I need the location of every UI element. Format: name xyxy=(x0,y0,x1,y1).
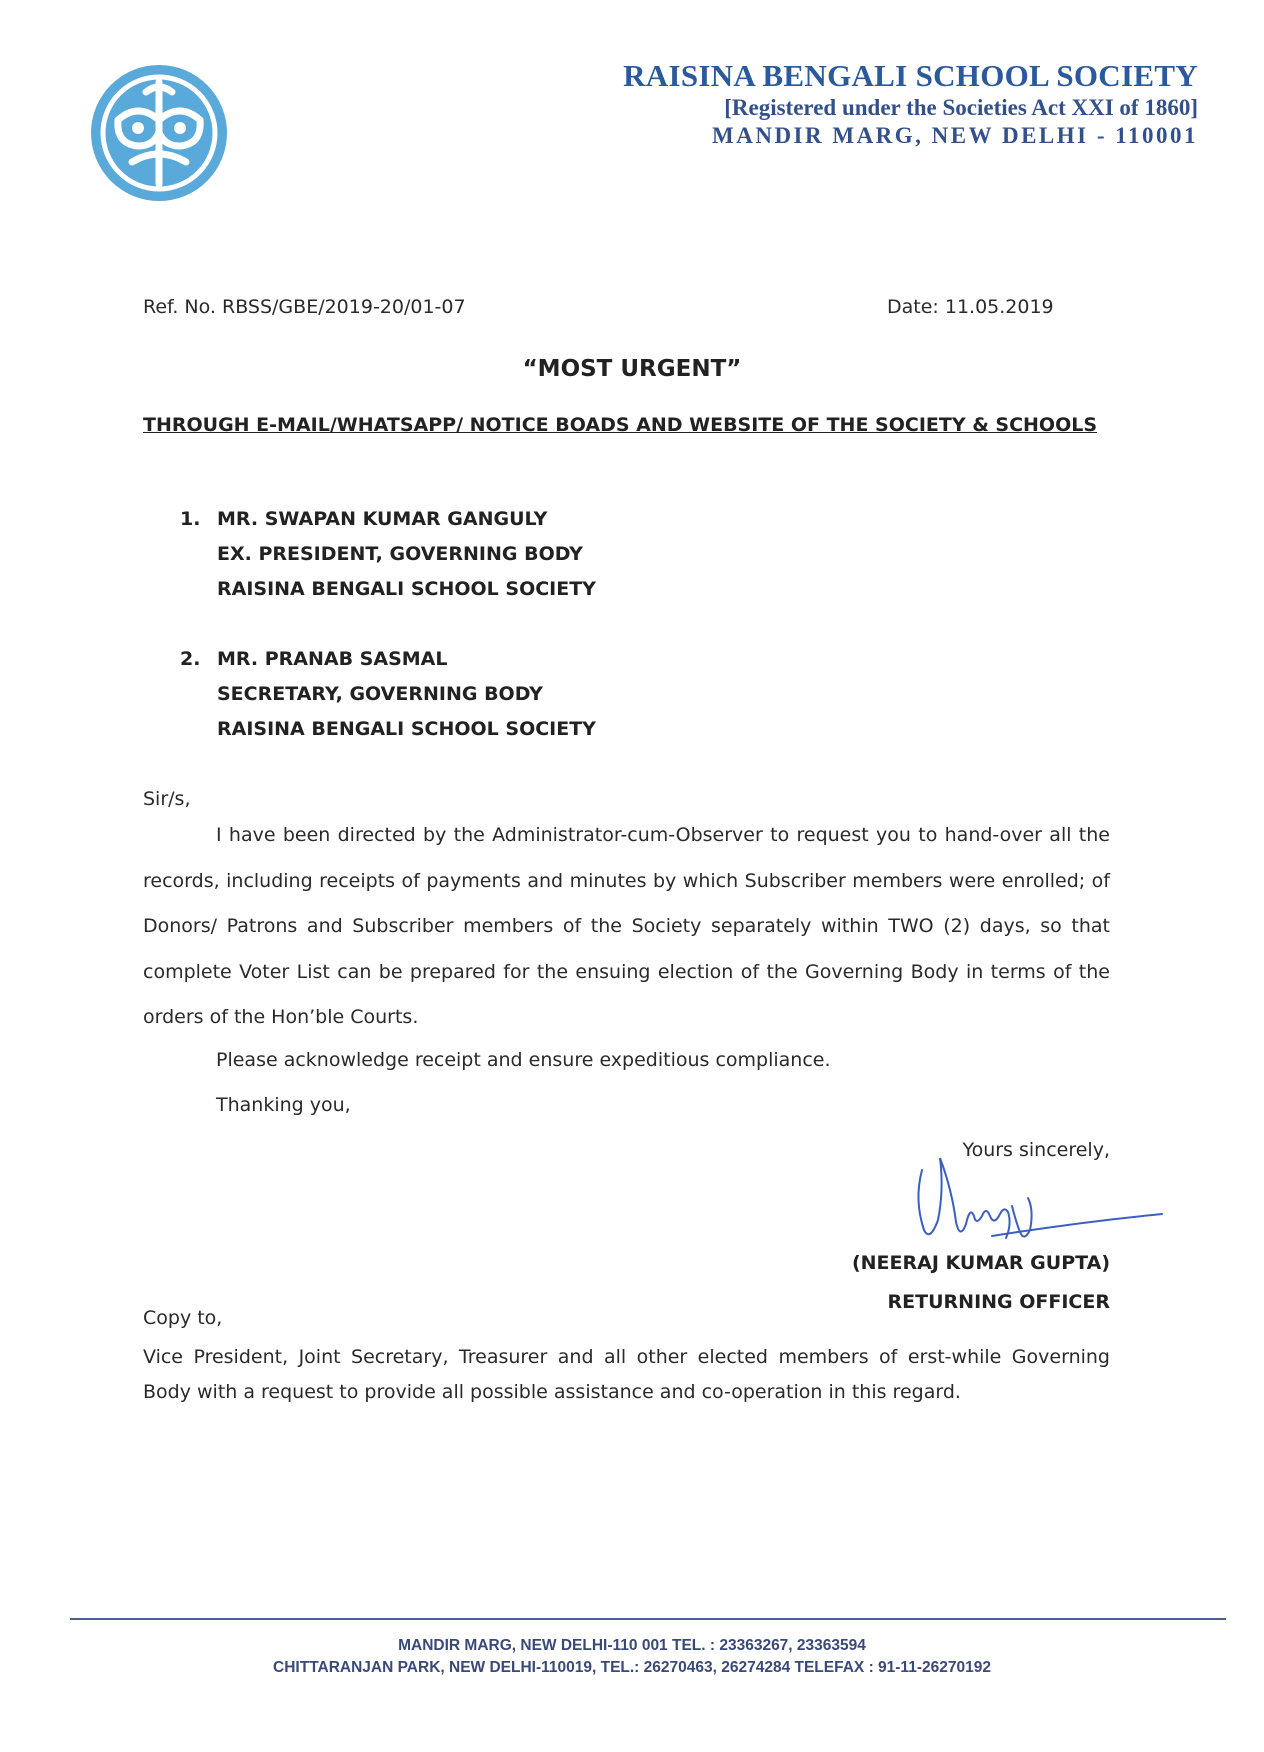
urgency-heading: “MOST URGENT” xyxy=(522,356,742,382)
organization-name: RAISINA BENGALI SCHOOL SOCIETY xyxy=(623,58,1198,93)
society-emblem-icon xyxy=(88,62,230,204)
recipient-name: MR. PRANAB SASMAL xyxy=(217,648,448,670)
copy-label: Copy to, xyxy=(143,1307,223,1329)
distribution-line: THROUGH E-MAIL/WHATSAPP/ NOTICE BOADS AND WEBSITE OF THE SOCIETY & SCHOOLS xyxy=(143,414,1098,436)
recipient-2 xyxy=(180,642,596,747)
recipient-designation: EX. PRESIDENT, GOVERNING BODY xyxy=(217,543,583,565)
recipient-1 xyxy=(180,502,596,607)
recipient-organization: RAISINA BENGALI SCHOOL SOCIETY xyxy=(217,718,596,740)
reference-number: Ref. No. RBSS/GBE/2019-20/01-07 xyxy=(143,296,466,318)
footer-divider xyxy=(70,1618,1226,1620)
thanks-line: Thanking you, xyxy=(216,1094,351,1116)
signatory-block xyxy=(852,1244,1110,1322)
registration-line: [Registered under the Societies Act XXI of 1860] xyxy=(724,95,1198,120)
letterhead-footer xyxy=(0,1635,1264,1679)
handwritten-signature xyxy=(900,1150,1180,1250)
acknowledge-line: Please acknowledge receipt and ensure expeditious compliance. xyxy=(216,1049,831,1071)
closing-sincerely: Yours sincerely, xyxy=(962,1139,1110,1161)
body-paragraph xyxy=(143,813,1110,1041)
signatory-title: RETURNING OFFICER xyxy=(887,1291,1110,1313)
letterhead xyxy=(623,58,1198,150)
signatory-name: (NEERAJ KUMAR GUPTA) xyxy=(851,1252,1110,1274)
recipient-number: 1. xyxy=(180,508,201,530)
recipient-number: 2. xyxy=(180,648,201,670)
body-text: I have been directed by the Administrator-cum-Observer to request you to hand-over all the records, including receipts of payments and minutes by which Subscriber members were enrolled; of Donors/ Patrons and Subscriber members of the Society separately within TWO (2) days, so that complete Voter List can be prepared for the ensuing election of the Governing Body in terms of the orders of the Hon’ble Courts. xyxy=(143,824,1110,1028)
recipient-name: MR. SWAPAN KUMAR GANGULY xyxy=(217,508,548,530)
footer-line-1: MANDIR MARG, NEW DELHI-110 001 TEL. : 23363267, 23363594 xyxy=(398,1637,866,1654)
recipient-designation: SECRETARY, GOVERNING BODY xyxy=(217,683,543,705)
letter-date: Date: 11.05.2019 xyxy=(887,296,1054,318)
recipient-organization: RAISINA BENGALI SCHOOL SOCIETY xyxy=(217,578,596,600)
footer-line-2: CHITTARANJAN PARK, NEW DELHI-110019, TEL.: 26270463, 26274284 TELEFAX : 91-11-26270192 xyxy=(273,1659,991,1676)
organization-address: MANDIR MARG, NEW DELHI - 110001 xyxy=(712,123,1198,148)
copy-text: Vice President, Joint Secretary, Treasurer and all other elected members of erst-while Governing Body with a request to provide all possible assistance and co-operation in this regard. xyxy=(143,1346,1110,1403)
salutation: Sir/s, xyxy=(143,788,191,810)
